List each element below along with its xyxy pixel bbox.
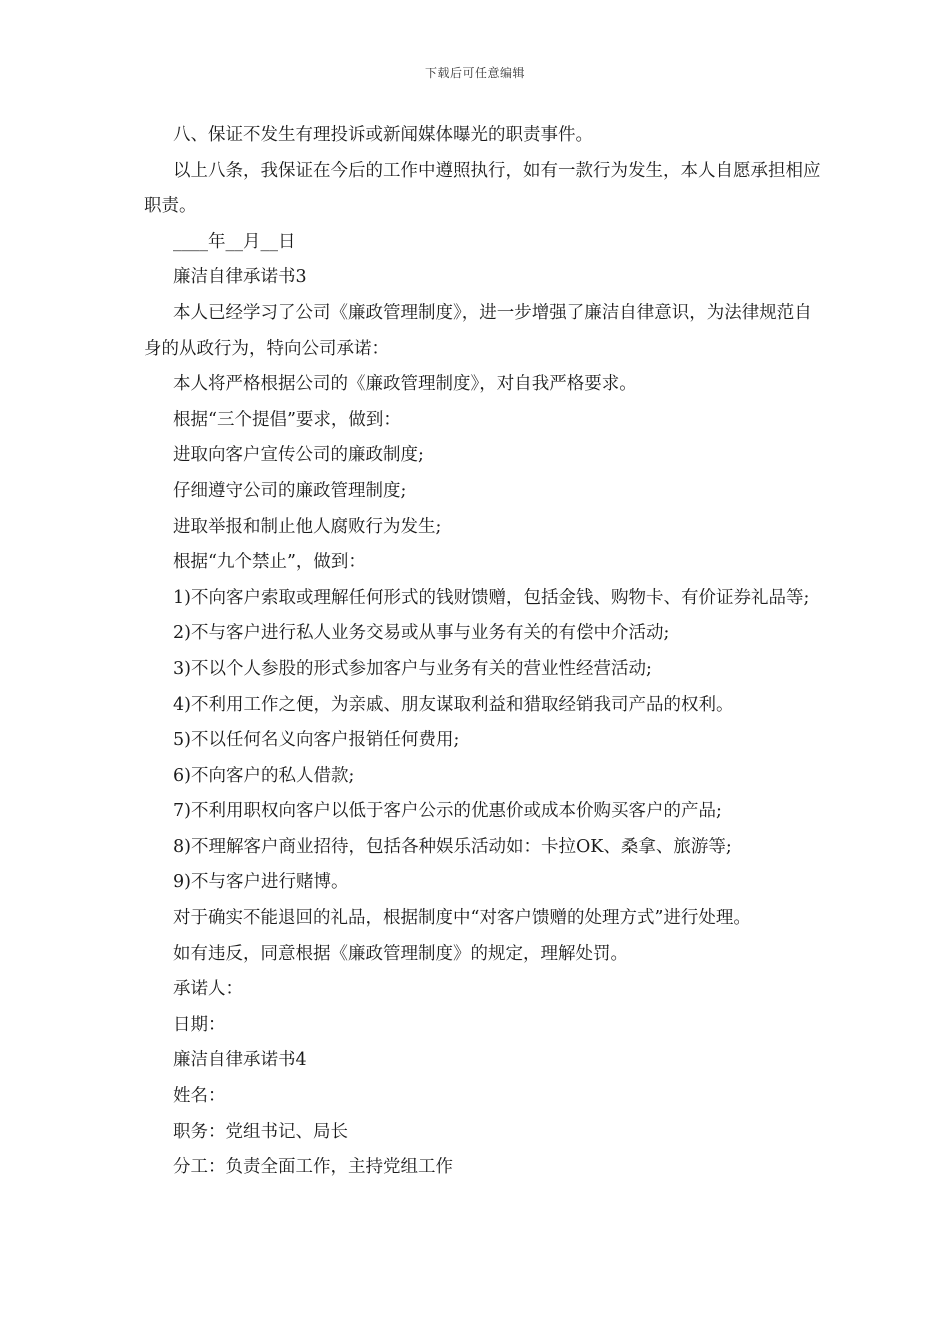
paragraph: 本人将严格根据公司的《廉政管理制度》，对自我严格要求。 bbox=[173, 374, 637, 395]
header-note: 下载后可任意编辑 bbox=[424, 66, 525, 80]
section-title: 廉洁自律承诺书3 bbox=[173, 267, 307, 288]
section-title: 廉洁自律承诺书4 bbox=[173, 1050, 307, 1071]
list-item: 1)不向客户索取或理解任何形式的钱财馈赠，包括金钱、购物卡、有价证券礼品等; bbox=[173, 587, 810, 608]
list-item: 9)不与客户进行赌博。 bbox=[173, 872, 349, 893]
list-item: 8)不理解客户商业招待，包括各种娱乐活动如：卡拉OK、桑拿、旅游等; bbox=[173, 836, 732, 857]
paragraph: 本人已经学习了公司《廉政管理制度》，进一步增强了廉洁自律意识，为法律规范自身的从政行为，特向公司承诺： bbox=[144, 302, 812, 359]
list-item: 4)不利用工作之便，为亲戚、朋友谋取利益和猎取经销我司产品的权利。 bbox=[173, 694, 734, 715]
name-label: 姓名： bbox=[173, 1086, 226, 1107]
paragraph: 根据“九个禁止”，做到： bbox=[173, 552, 366, 573]
paragraph: 对于确实不能退回的礼品，根据制度中“对客户馈赠的处理方式”进行处理。 bbox=[173, 908, 751, 929]
paragraph: 以上八条，我保证在今后的工作中遵照执行，如有一款行为发生，本人自愿承担相应职责。 bbox=[144, 160, 821, 217]
list-item: 仔细遵守公司的廉政管理制度; bbox=[173, 480, 407, 501]
position-line: 职务：党组书记、局长 bbox=[173, 1121, 348, 1142]
list-item: 7)不利用职权向客户以低于客户公示的优惠价或成本价购买客户的产品; bbox=[173, 801, 722, 822]
list-item: 进取向客户宣传公司的廉政制度; bbox=[173, 445, 424, 466]
date-label: 日期： bbox=[173, 1014, 226, 1035]
duty-line: 分工：负责全面工作，主持党组工作 bbox=[173, 1157, 453, 1178]
list-item: 进取举报和制止他人腐败行为发生; bbox=[173, 516, 442, 537]
list-item: 3)不以个人参股的形式参加客户与业务有关的营业性经营活动; bbox=[173, 658, 652, 679]
paragraph: 八、保证不发生有理投诉或新闻媒体曝光的职责事件。 bbox=[173, 125, 593, 145]
document-body bbox=[144, 118, 824, 1186]
list-item: 6)不向客户的私人借款; bbox=[173, 765, 355, 786]
signer-label: 承诺人： bbox=[173, 979, 243, 1000]
paragraph: 根据“三个提倡”要求，做到： bbox=[173, 409, 401, 430]
date-line: ____年__月__日 bbox=[173, 231, 296, 252]
list-item: 5)不以任何名义向客户报销任何费用; bbox=[173, 730, 460, 751]
paragraph: 如有违反，同意根据《廉政管理制度》的规定，理解处罚。 bbox=[173, 943, 628, 964]
list-item: 2)不与客户进行私人业务交易或从事与业务有关的有偿中介活动; bbox=[173, 623, 670, 644]
